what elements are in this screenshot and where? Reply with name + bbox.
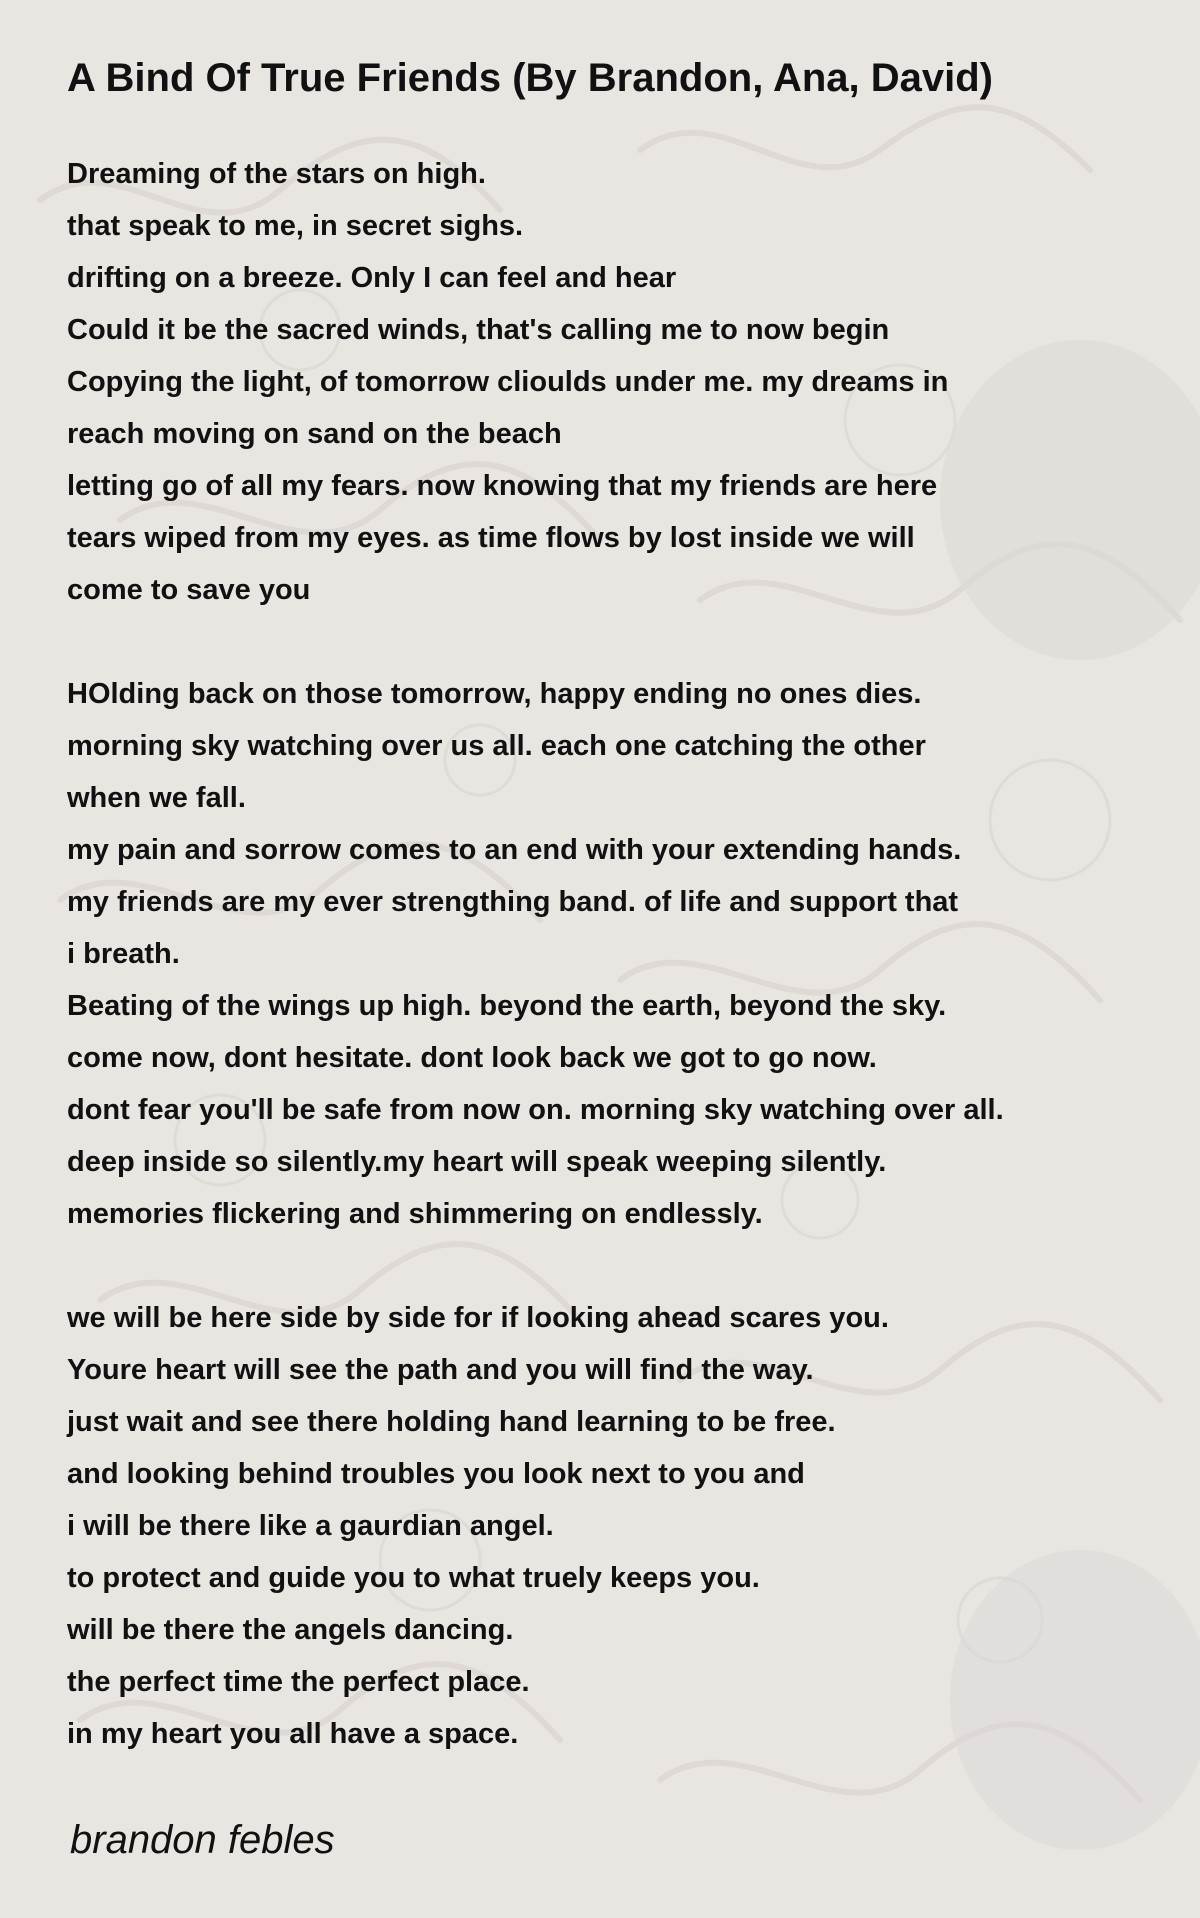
poem-line: drifting on a breeze. Only I can feel and hear <box>67 262 677 294</box>
poem-line: Youre heart will see the path and you will find the way. <box>67 1354 814 1386</box>
poem-line: tears wiped from my eyes. as time flows by lost inside we will <box>67 522 915 554</box>
poem-line: come to save you <box>67 574 311 606</box>
poem-line: Dreaming of the stars on high. <box>67 158 486 190</box>
poem-line: morning sky watching over us all. each one catching the other <box>67 730 926 762</box>
poem-line: my friends are my ever strengthing band. of life and support that <box>67 886 959 918</box>
poem-line: and looking behind troubles you look next to you and <box>67 1458 805 1490</box>
poem-line: in my heart you all have a space. <box>67 1718 519 1750</box>
poem-line: to protect and guide you to what truely keeps you. <box>67 1562 760 1594</box>
poem-line: that speak to me, in secret sighs. <box>67 210 524 242</box>
poem-line: Copying the light, of tomorrow clioulds under me. my dreams in <box>67 366 949 398</box>
stanza-3 <box>67 1292 1177 1760</box>
poem-line: letting go of all my fears. now knowing that my friends are here <box>67 470 938 502</box>
poem-line: Could it be the sacred winds, that's calling me to now begin <box>67 314 890 346</box>
poem-author: brandon febles <box>70 1818 335 1862</box>
stanza-1 <box>67 148 1177 616</box>
poem-line: my pain and sorrow comes to an end with your extending hands. <box>67 834 962 866</box>
poem-line: HOlding back on those tomorrow, happy ending no ones dies. <box>67 678 922 710</box>
stanza-2 <box>67 668 1177 1240</box>
poem-line: Beating of the wings up high. beyond the earth, beyond the sky. <box>67 990 947 1022</box>
poem-line: when we fall. <box>67 782 246 814</box>
poem-line: come now, dont hesitate. dont look back we got to go now. <box>67 1042 877 1074</box>
poem-line: memories flickering and shimmering on endlessly. <box>67 1198 763 1230</box>
poem-line: we will be here side by side for if looking ahead scares you. <box>67 1302 889 1334</box>
poem-line: i breath. <box>67 938 180 970</box>
poem-line: deep inside so silently.my heart will speak weeping silently. <box>67 1146 887 1178</box>
poem-body <box>67 148 1177 1812</box>
poem-line: just wait and see there holding hand learning to be free. <box>67 1406 836 1438</box>
poem-line: reach moving on sand on the beach <box>67 418 562 450</box>
poem-line: dont fear you'll be safe from now on. morning sky watching over all. <box>67 1094 1004 1126</box>
poem-title: A Bind Of True Friends (By Brandon, Ana, David) <box>67 56 993 100</box>
poem-line: will be there the angels dancing. <box>67 1614 514 1646</box>
poem-line: the perfect time the perfect place. <box>67 1666 530 1698</box>
poem-line: i will be there like a gaurdian angel. <box>67 1510 554 1542</box>
